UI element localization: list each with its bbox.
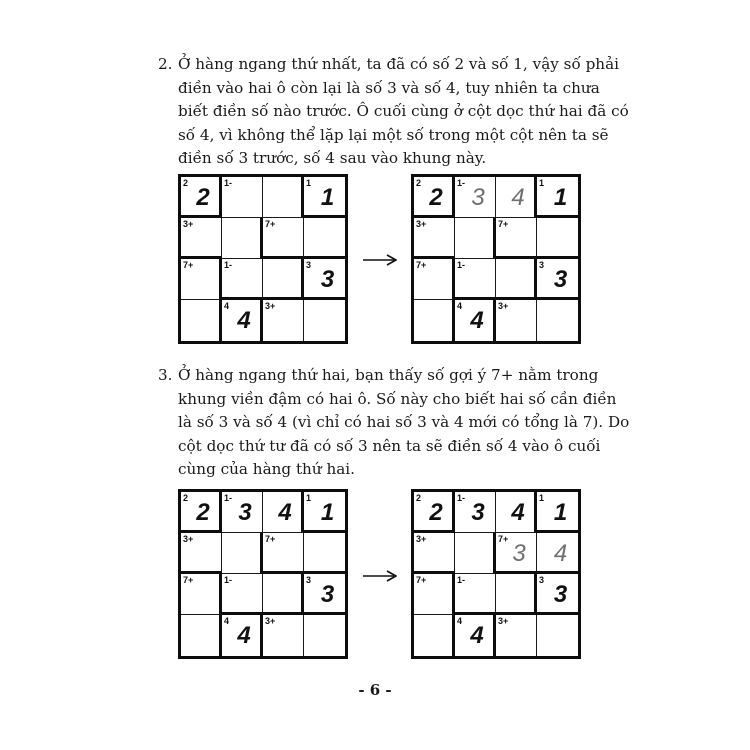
- cell-value: 4: [553, 540, 568, 567]
- puzzle-cell: [263, 533, 304, 574]
- puzzle-cell: [414, 615, 455, 656]
- cage-clue: 3+: [183, 534, 194, 544]
- cell-value: 2: [196, 499, 210, 526]
- cage-clue: 1-: [224, 260, 233, 270]
- cage-clue: 4: [457, 301, 463, 311]
- cage-clue: 3+: [183, 219, 194, 229]
- puzzle-cell: [304, 218, 345, 259]
- cage-clue: 3+: [416, 534, 427, 544]
- puzzle-cell: [455, 218, 496, 259]
- step-2-text: [158, 53, 629, 171]
- cage-clue: 7+: [183, 575, 194, 585]
- puzzle-cell: [455, 574, 496, 615]
- text-line: số 4, vì không thể lặp lại một số trong một cột nên ta sẽ: [178, 125, 609, 144]
- puzzle-cell: [263, 492, 304, 533]
- puzzle-cell: [537, 177, 578, 218]
- cage-clue: 7+: [416, 575, 427, 585]
- puzzle-cell: [414, 533, 455, 574]
- cell-value: 1: [320, 499, 335, 526]
- puzzle-cell: [181, 574, 222, 615]
- right-arrow-icon: [363, 569, 397, 583]
- cell-value: 4: [470, 307, 484, 334]
- puzzle-cell: [222, 615, 263, 656]
- puzzle-cell: [263, 300, 304, 341]
- puzzle-cell: [496, 177, 537, 218]
- cell-value: 3: [471, 499, 485, 526]
- puzzle-cell: [181, 492, 222, 533]
- cell-value: 1: [553, 184, 568, 211]
- puzzle-cell: [414, 218, 455, 259]
- cell-value: 3: [238, 499, 252, 526]
- puzzle-cell: [304, 259, 345, 300]
- cage-clue: 3: [306, 260, 312, 270]
- cell-value: 4: [470, 622, 484, 649]
- puzzle-cell: [263, 218, 304, 259]
- cage-clue: 1-: [457, 575, 466, 585]
- puzzle-cell: [304, 533, 345, 574]
- puzzle-grid-after-step-3: [411, 489, 581, 659]
- cage-clue: 7+: [183, 260, 194, 270]
- cage-clue: 1-: [224, 178, 233, 188]
- puzzle-cell: [304, 574, 345, 615]
- puzzle-cell: [263, 259, 304, 300]
- puzzle-cell: [414, 177, 455, 218]
- puzzle-cell: [181, 300, 222, 341]
- cage-clue: 2: [183, 493, 189, 503]
- cell-value: 4: [511, 499, 525, 526]
- cage-clue: 3+: [498, 616, 509, 626]
- text-line: khung viền đậm có hai ô. Số này cho biết hai số cần điền: [178, 389, 617, 408]
- cell-value: 2: [429, 499, 443, 526]
- puzzle-cell: [304, 177, 345, 218]
- right-arrow-icon: [363, 253, 397, 267]
- text-line: điền số 3 trước, số 4 sau vào khung này.: [178, 149, 487, 167]
- text-line: là số 3 và số 4 (vì chỉ có hai số 3 và 4 mới có tổng là 7). Do: [178, 413, 630, 431]
- puzzle-cell: [496, 218, 537, 259]
- puzzle-grid-before-step-2: [178, 174, 348, 344]
- puzzle-cell: [414, 259, 455, 300]
- puzzle-cell: [455, 615, 496, 656]
- puzzle-cell: [181, 615, 222, 656]
- puzzle-cell: [496, 492, 537, 533]
- puzzle-cell: [537, 300, 578, 341]
- cell-value: 4: [237, 307, 251, 334]
- text-line: biết điền số nào trước. Ô cuối cùng ở cột dọc thứ hai đã có: [178, 102, 629, 120]
- cell-value: 1: [553, 499, 568, 526]
- puzzle-cell: [455, 177, 496, 218]
- cage-clue: 7+: [498, 219, 509, 229]
- cell-value: 3: [512, 540, 526, 567]
- cage-clue: 1-: [457, 260, 466, 270]
- puzzle-cell: [414, 300, 455, 341]
- puzzle-cell: [537, 218, 578, 259]
- puzzle-cell: [455, 492, 496, 533]
- puzzle-grid-before-step-3: [178, 489, 348, 659]
- cage-clue: 1-: [457, 493, 466, 503]
- cell-value: 2: [429, 184, 443, 211]
- cage-clue: 3: [539, 260, 545, 270]
- cell-value: 4: [237, 622, 251, 649]
- cage-clue: 1-: [224, 575, 233, 585]
- puzzle-cell: [181, 259, 222, 300]
- cage-clue: 2: [183, 178, 189, 188]
- cage-clue: 3+: [265, 301, 276, 311]
- puzzle-cell: [222, 533, 263, 574]
- cell-value: 3: [320, 581, 335, 608]
- puzzle-cell: [496, 615, 537, 656]
- puzzle-cell: [537, 574, 578, 615]
- puzzle-cell: [496, 300, 537, 341]
- cage-clue: 4: [224, 616, 230, 626]
- puzzle-cell: [455, 300, 496, 341]
- text-line: điền vào hai ô còn lại là số 3 và số 4, tuy nhiên ta chưa: [178, 78, 600, 97]
- puzzle-cell: [496, 533, 537, 574]
- puzzle-cell: [304, 492, 345, 533]
- puzzle-cell: [537, 259, 578, 300]
- puzzle-cell: [455, 259, 496, 300]
- puzzle-cell: [181, 218, 222, 259]
- puzzle-cell: [181, 533, 222, 574]
- cell-value: 3: [553, 581, 568, 608]
- step-3-text: [158, 364, 630, 482]
- cell-value: 1: [320, 184, 335, 211]
- text-line: cùng của hàng thứ hai.: [178, 460, 355, 478]
- cage-clue: 1: [306, 178, 312, 188]
- cell-value: 4: [511, 184, 525, 211]
- cage-clue: 7+: [265, 534, 276, 544]
- page-number: - 6 -: [358, 681, 392, 699]
- cell-value: 3: [471, 184, 485, 211]
- cage-clue: 2: [416, 493, 422, 503]
- puzzle-cell: [455, 533, 496, 574]
- cage-clue: 3+: [416, 219, 427, 229]
- puzzle-cell: [263, 177, 304, 218]
- puzzle-cell: [414, 574, 455, 615]
- puzzle-cell: [496, 574, 537, 615]
- puzzle-cell: [222, 218, 263, 259]
- puzzle-cell: [496, 259, 537, 300]
- puzzle-cell: [222, 259, 263, 300]
- puzzle-cell: [222, 492, 263, 533]
- cage-clue: 1: [306, 493, 312, 503]
- puzzle-cell: [537, 533, 578, 574]
- puzzle-cell: [537, 492, 578, 533]
- cage-clue: 4: [224, 301, 230, 311]
- puzzle-cell: [181, 177, 222, 218]
- cell-value: 3: [553, 266, 568, 293]
- cage-clue: 7+: [416, 260, 427, 270]
- cage-clue: 1: [539, 493, 545, 503]
- puzzle-cell: [537, 615, 578, 656]
- text-line: Ở hàng ngang thứ hai, bạn thấy số gợi ý 7+ nằm trong: [178, 366, 599, 384]
- cell-value: 2: [196, 184, 210, 211]
- puzzle-grid-after-step-2: [411, 174, 581, 344]
- step-number: 3.: [158, 366, 173, 384]
- cage-clue: 3+: [265, 616, 276, 626]
- cage-clue: 4: [457, 616, 463, 626]
- puzzle-cell: [222, 574, 263, 615]
- cell-value: 4: [278, 499, 292, 526]
- cage-clue: 3+: [498, 301, 509, 311]
- cage-clue: 1-: [224, 493, 233, 503]
- puzzle-cell: [304, 300, 345, 341]
- step-number: 2.: [158, 55, 173, 73]
- puzzle-cell: [222, 177, 263, 218]
- puzzle-cell: [263, 574, 304, 615]
- puzzle-cell: [263, 615, 304, 656]
- cage-clue: 7+: [498, 534, 509, 544]
- puzzle-cell: [414, 492, 455, 533]
- text-line: cột dọc thứ tư đã có số 3 nên ta sẽ điền số 4 vào ô cuối: [178, 436, 601, 455]
- text-line: Ở hàng ngang thứ nhất, ta đã có số 2 và số 1, vậy số phải: [178, 55, 619, 73]
- cell-value: 3: [320, 266, 335, 293]
- cage-clue: 3: [539, 575, 545, 585]
- cage-clue: 1-: [457, 178, 466, 188]
- cage-clue: 2: [416, 178, 422, 188]
- cage-clue: 7+: [265, 219, 276, 229]
- cage-clue: 3: [306, 575, 312, 585]
- puzzle-cell: [222, 300, 263, 341]
- puzzle-cell: [304, 615, 345, 656]
- cage-clue: 1: [539, 178, 545, 188]
